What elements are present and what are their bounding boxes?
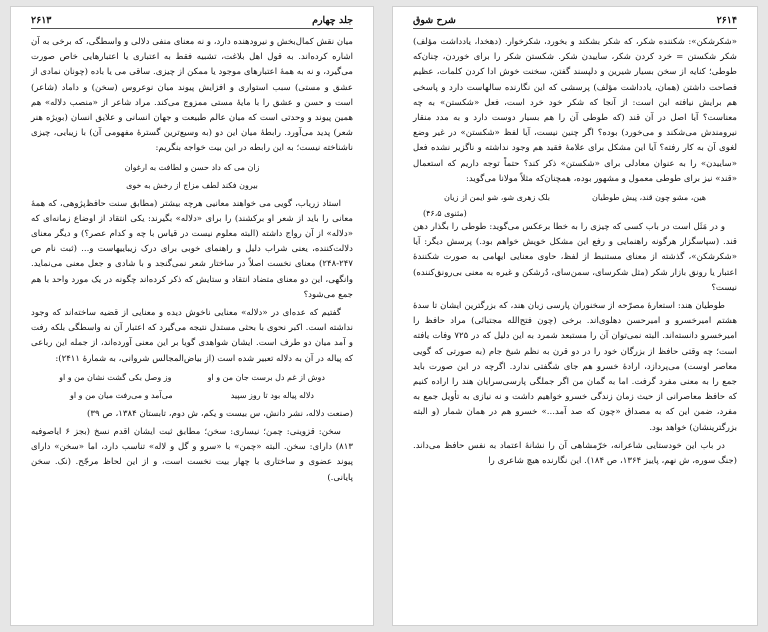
paragraph: در باب این خودستایی شاعرانه، خرّمشاهی آن را نشانهٔ اعتماد به نفس حافظ می‌داند. (جنگ سوره، ش نهم، پاییز ۱۳۶۴، ص ۱۸۴). این نگارنده هیچ شاعری را	[413, 440, 737, 467]
header-title: شرح شوق	[413, 15, 456, 26]
paragraph: گفتیم که عده‌ای در «دلاله» معنایی ناخوش دیده و معنایی از قضیه ساخته‌اند که وجود نداشته است. اکبر نحوی با بحثی مستدل نتیجه می‌گیرد که اعتبار آن نه واسطگی بلکه رفت و آمد میان دو طرف است. ایشان شواهدی گویا بر این معنی آورده‌اند، از جمله این رباعی که پیاله در آن به دلاله تعبیر شده است (از بیاض‌المجالس شروانی، به شمارهٔ ۲۴۱۱):	[31, 308, 353, 364]
header-page-number: ۲۶۱۴	[716, 15, 737, 26]
paragraph: «شکرشکن»: شکننده شکر، که شکر بشکند و بخورد، شکرخوار. (دهخدا، یادداشت مؤلف) شکر شکستن = خرد کردن شکر، ساییدن شکر. شکستن شکر را برای خوردن، چنان‌که طوطی؛ کنایه از سخن بسیار شیرین و دلپسند گفتن، سخنت خوش ادا کردن کلمات، عظیم فصاحت داشتن (همان، یادداشت مؤلف) پرسشی که این نگارنده سالهاست دارد و پاسخی هم برایش نیافته این است: از آنجا که شکر خود خرد است، فعل «شکستن» به چه معناست؟ آیا اصل در آن قند (که طوطی آن را هم بسیار دوست دارد و به مدد منقار نیرومندش می‌شکند و می‌خورد) بوده؟ اگر چنین نیست، آیا لفظ «شکستن» در غیر وضع لغوی آن به کار رفته؟ آیا این مشکل برای علامهٔ فقید هم وجود نداشته و ناگزیر نشده فعل «ساییدن» را به عنوان معادلی برای «شکستن» ذکر کند؟ حتماً توجه داریم که استعمال «قند» نیز برای طوطی معمول و مشهور بوده، همچنان‌که مثلاً مولانا می‌گوید:	[413, 37, 737, 184]
header-title: جلد چهارم	[312, 15, 353, 26]
paragraph: استاد زریاب، گویی می خواهند معانیی هرچه بیشتر (مطابق سنت حافظ‌پژوهی، که همهٔ معانی را باید از شعر او برکشند) را برای «دلاله» بگیرند: یکی انتقاد از اوضاع زمانه‌ای که «دلاله» از آن رواج داشته (البته معلوم نیست در قیاس با چه و کدام عصر؟) و دیگر معنای دلالت‌کننده، یعنی شراب دلیل و راهنمای خوبی برای درک زیباییهاست و... (ثبت نام ص ۲۴۷-۲۴۸) معنای نخست اصلاً در ساختار شعر نمی‌گنجد و با شادی و جعل معنی می‌نماید. وانگهی، این دو معنای متضاد انتقاد و ستایش که ذکر کرده‌اند چگونه در یک مورد واحد با هم جمع می‌شود؟	[31, 198, 353, 300]
paragraph: و در مَثَل است در باب کسی که چیزی را به خطا برعکس می‌گوید: طوطی را بگذار دهن قند. (سپاسگزار هرگونه راهنمایی و رفع این مشکل خویش خواهم بود.) پرسش دیگر: آیا «شکرشکن»، گذشته از معنای مستنبط از لفظ، حاوی معنایی ایهامی به صورت شکنندهٔ اعتبار یا رونق بازار شکر (مثل شکرسای، سمن‌سای، دُرشکن و غیره به معنی بی‌رونق‌کننده) نیست؟	[413, 222, 737, 293]
verse-line: بیرون فکند لطف مزاج از رخش به خوی	[126, 180, 258, 190]
verse-hemistich: دوش از غم دل برست جان من و او	[207, 372, 325, 382]
verse-hemistich: می‌آمد و می‌رفت میان من و او	[70, 390, 173, 400]
verse-couplet	[41, 371, 343, 385]
page-header	[413, 15, 737, 29]
verse-reference: (مثنوی ۴۶،۵)	[423, 209, 467, 219]
page-header	[31, 15, 353, 29]
verse-hemistich: بلک زهری شو، شو ایمن از زیان	[444, 193, 550, 203]
paragraph: میان نقش کمال‌بخش و نیرودهنده دارد، و نه معنای منفی دلالی و واسطگی، که برخی به آن اشاره کرده‌اند. به قول اهل بلاغت، تشبیه فقط به اعتباری یا اعتبارهایی خاص صورت می‌گیرد، و نه به همهٔ اعتبارهای موجود یا ممکن از چیزی. ساقی می یا باده (چونان نمادی از عشق و مستی) سبب استواری و افزایش پیوند میان نوعروس (سخن) و داماد (شاعر) است و حسن و عشق را با مایهٔ مستی ممزوج می‌کند. مراد شاعر از «منصب دلاله» هم همین پیوند و وحدتی است که میان عالم طبیعت و جهان انسانی و علایق انسان (بویژه هنر شعر) پدید می‌آورد. رابطهٔ میان این دو (به وسیع‌ترین گسترهٔ مفهومی آن) با زیبایی، چیزی ناشناخته نیست؛ به این رابطه در این بیت خواجه بنگریم:	[31, 37, 353, 154]
verse-hemistich: وز وصل بکی گشت نشان من و او	[59, 372, 172, 382]
verse-couplet	[41, 389, 343, 403]
citation: (صنعت دلاله، نشر دانش، س بیست و یکم، ش دوم، تابستان ۱۳۸۴، ص ۳۹)	[87, 408, 353, 419]
paragraph: سخن: قزوینی: چمن؛ نیساری: سخن؛ مطابق ثبت ایشان اقدم نسخ (بجز ۶ ایاصوفیه ۸۱۳) دارای: سخن. البته «چمن» با «سرو و گل و لاله» تناسب دارد، اما «سخن» دارای پیوند عضوی و ساختاری با چهار بیت نخست است، و از این لحاظ مرجّح. (نک. سخن پایانی.)	[31, 427, 353, 483]
left-page	[10, 6, 374, 626]
verse-couplet	[423, 191, 727, 205]
verse-line: زان می که داد حسن و لطافت به ارغوان	[124, 162, 260, 172]
paragraph: طوطیان هند: استعارهٔ مصرّحه از سخنوران پارسی زبان هند، که بزرگترین ایشان تا سدهٔ هشتم امیرخسرو و امیرحسن دهلوی‌اند. برخی (چون فتح‌الله مجتبائی) مراد حافظ را امیرخسرو دانسته‌اند. البته نمی‌توان آن را مستبعد شمرد به این دلیل که در ۷۲۵ وفات یافته است؛ چه وقتی حافظ از بزرگان خود را در دو قرن به نظم شیخ جام (به صورتی که گویی معاصر اوست) می‌پردازد، ارادهٔ خسرو هم جای شگفتی ندارد. اگرچه در این صورت باید جمع را به معنی مفرد گرفت. اما به گمان من اگر جملگی پارسی‌سرایان هند را اراده کنیم که حافظ معاصرانی از حیث زمان زندگی خسرو خواهیم داشت و نه نیازی به تأویل جمع به مفرد، ضمن این که به مصداق «چون که صد آمد...» خسرو هم در همان شمار (و البته بزرگترینشان) خواهد بود.	[413, 301, 738, 433]
verse-hemistich: دلاله پیاله بود تا روز سپید	[230, 390, 314, 400]
right-page	[392, 6, 758, 626]
header-page-number: ۲۶۱۳	[31, 15, 52, 26]
verse-hemistich: هین، مشو چون قند، پیش طوطیان	[592, 193, 706, 203]
